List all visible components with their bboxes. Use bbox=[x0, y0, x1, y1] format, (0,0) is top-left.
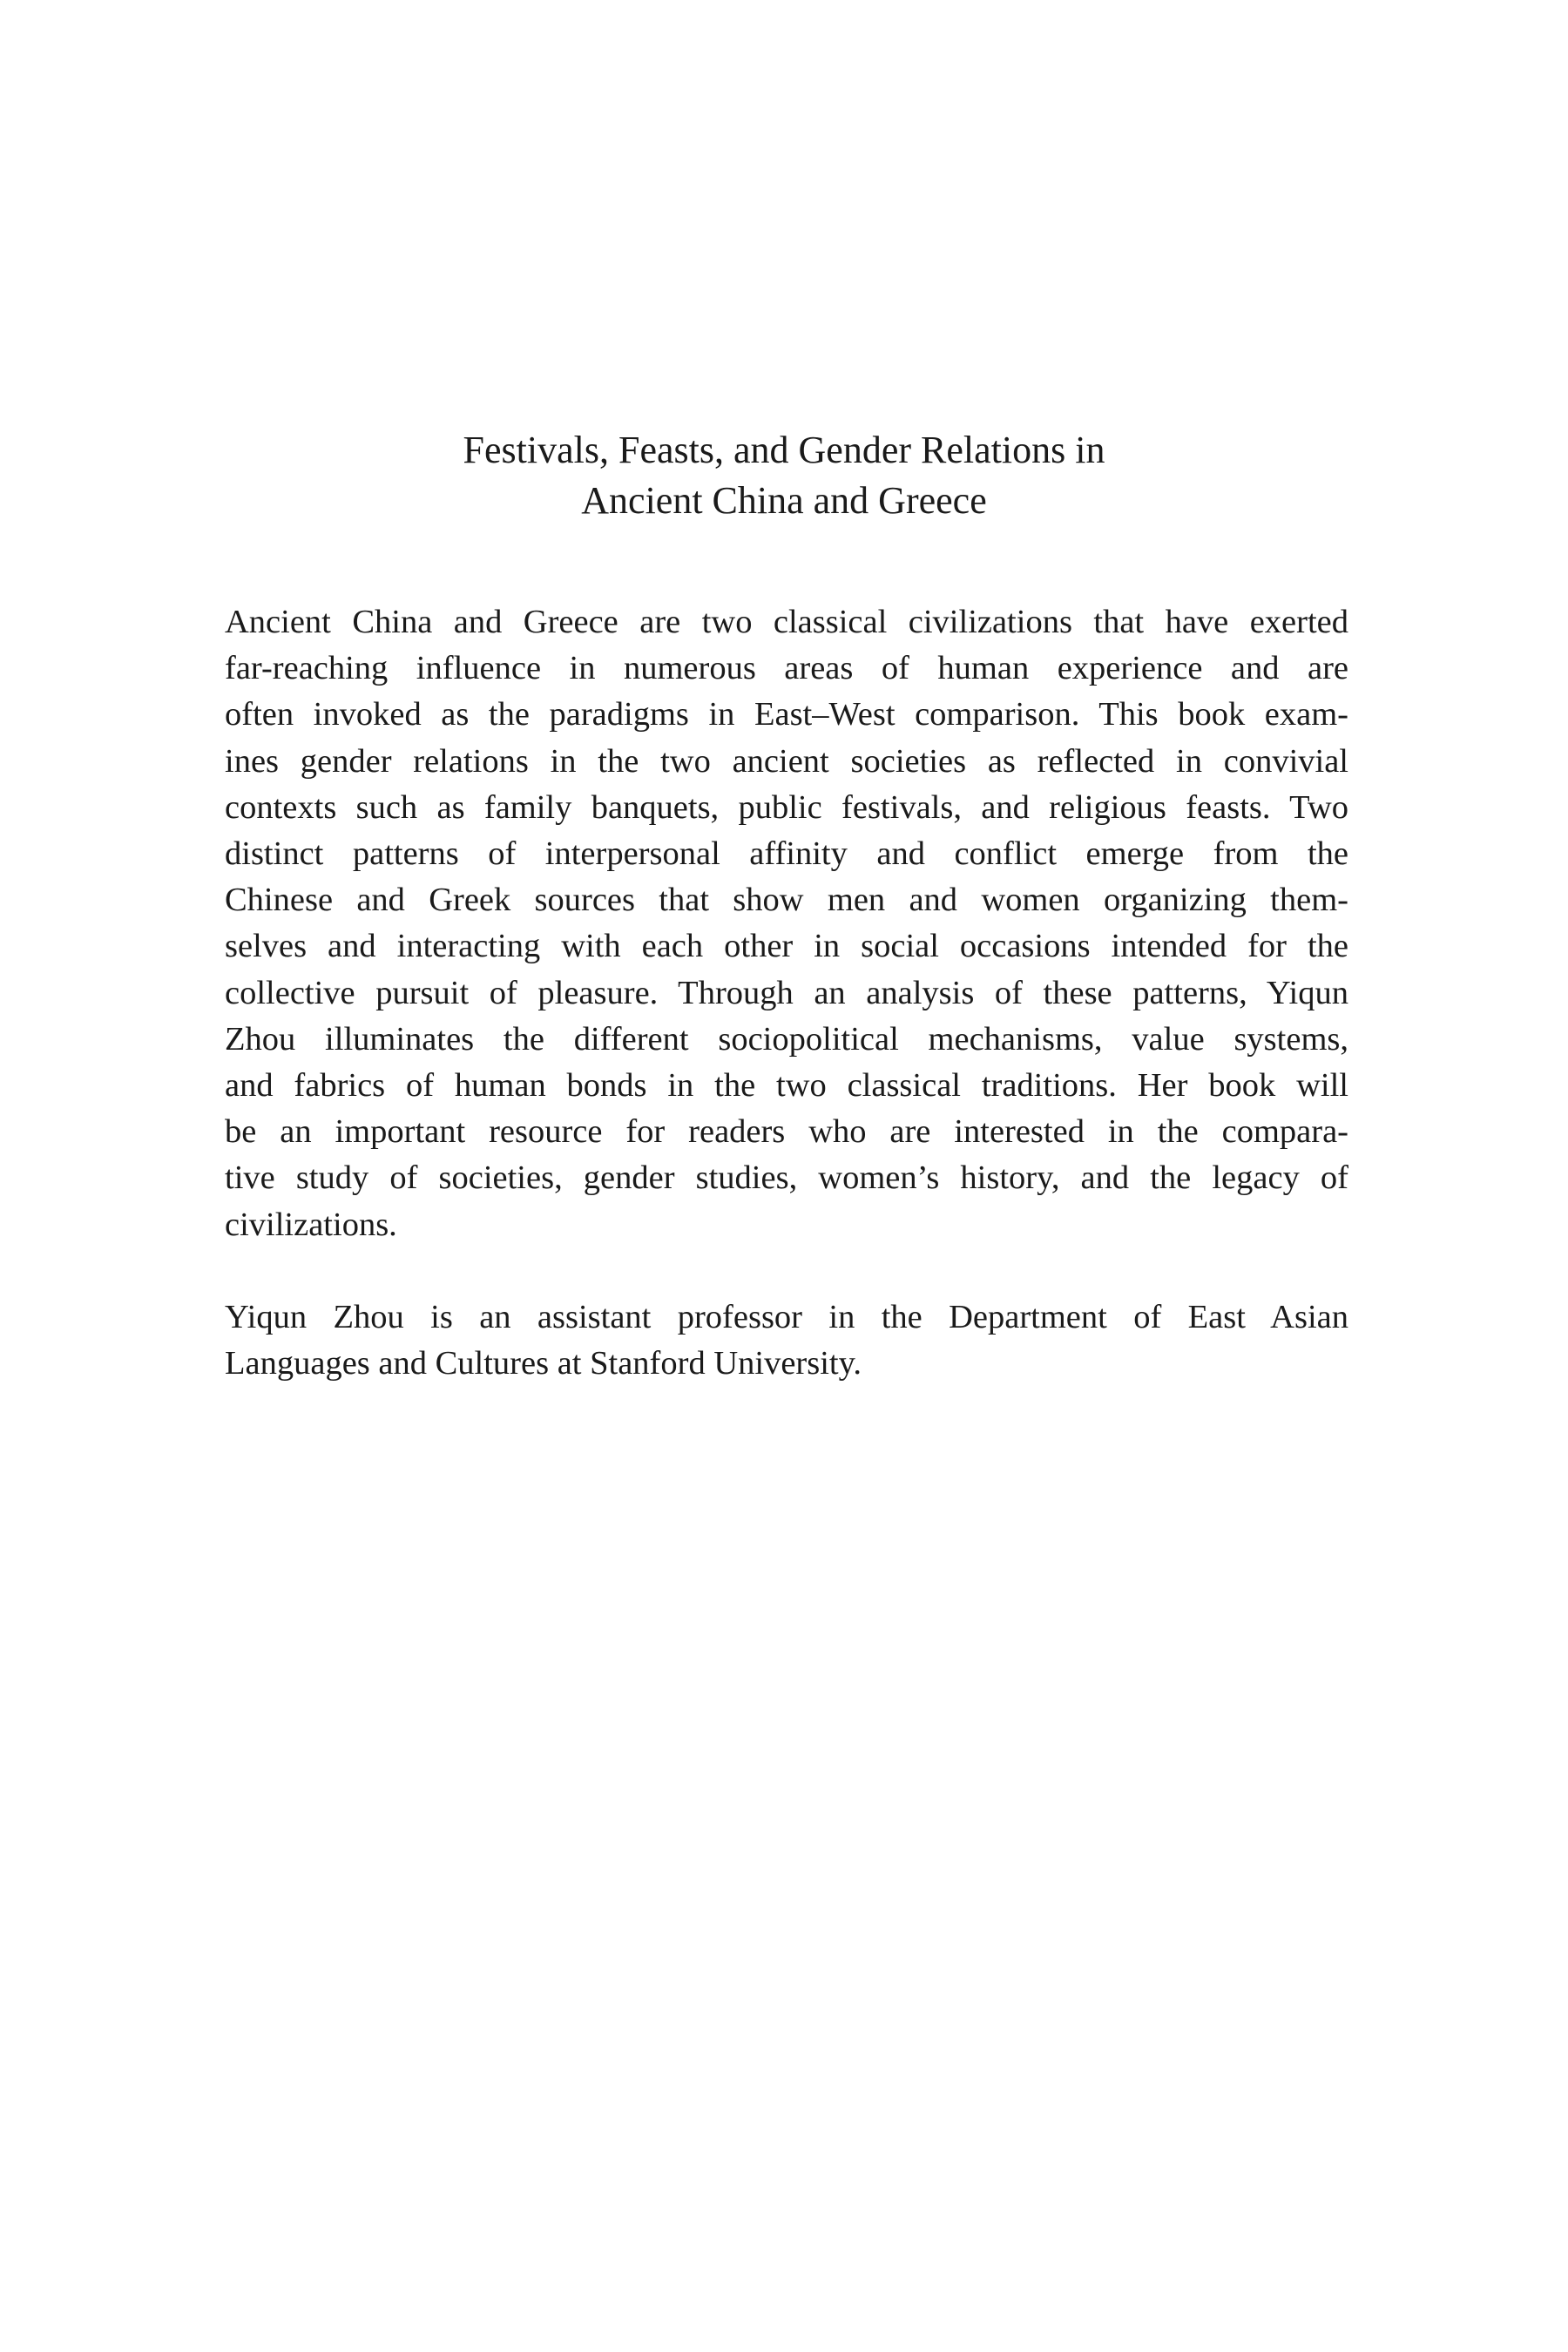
author-bio-line: Yiqun Zhou is an assistant professor in the Department of East Asian bbox=[225, 1298, 1348, 1335]
description-line: Zhou illuminates the different sociopolitical mechanisms, value systems, bbox=[225, 1020, 1348, 1058]
description-line: far-reaching influence in numerous areas of human experience and are bbox=[225, 650, 1348, 687]
description-line: and fabrics of human bonds in the two classical traditions. Her book will bbox=[225, 1067, 1348, 1105]
description-line: often invoked as the paradigms in East–West comparison. This book exam- bbox=[225, 696, 1348, 733]
description-line: Ancient China and Greece are two classical civilizations that have exerted bbox=[225, 604, 1348, 640]
book-title-line-2: Ancient China and Greece bbox=[581, 479, 987, 522]
description-paragraph bbox=[225, 599, 1348, 1248]
description-line: selves and interacting with each other in social occasions intended for the bbox=[225, 928, 1348, 965]
book-title bbox=[0, 425, 1568, 526]
description-line: Chinese and Greek sources that show men and women organizing them- bbox=[225, 882, 1348, 919]
description-line: distinct patterns of interpersonal affinity and conflict emerge from the bbox=[225, 835, 1348, 873]
book-title-line-1: Festivals, Feasts, and Gender Relations in bbox=[463, 429, 1105, 471]
description-line: tive study of societies, gender studies, women’s history, and the legacy of bbox=[225, 1159, 1348, 1197]
description-line: ines gender relations in the two ancient societies as reflected in convivial bbox=[225, 742, 1348, 780]
author-bio-line: Languages and Cultures at Stanford University. bbox=[225, 1345, 862, 1382]
description-line: collective pursuit of pleasure. Through an analysis of these patterns, Yiqun bbox=[225, 974, 1348, 1011]
author-bio-paragraph bbox=[225, 1294, 1348, 1387]
book-text bbox=[225, 599, 1348, 1387]
paragraph-spacer bbox=[225, 1248, 1348, 1294]
description-line: be an important resource for readers who are interested in the compara- bbox=[225, 1113, 1348, 1151]
description-line: contexts such as family banquets, public festivals, and religious feasts. Two bbox=[225, 788, 1348, 826]
description-line: civilizations. bbox=[225, 1206, 397, 1243]
